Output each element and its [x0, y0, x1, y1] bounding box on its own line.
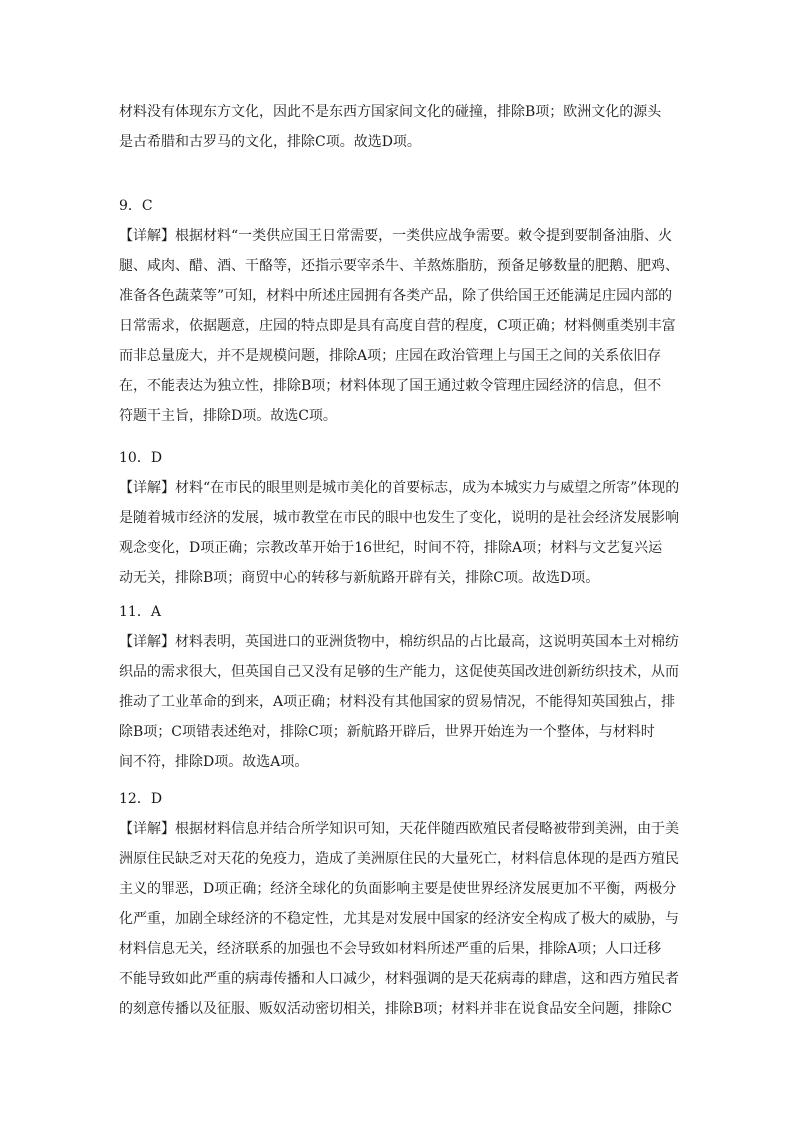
- text-line: 【详解】根据材料“一类供应国王日常需要，一类供应战争需要。敕令提到要制备油脂、火: [119, 228, 673, 244]
- text-line: 而非总量庞大，并不是规模问题，排除A项；庄园在政治管理上与国王之间的关系依旧存: [119, 348, 662, 364]
- text-line: 日常需求，依据题意，庄园的特点即是具有高度自营的程度，C项正确；材料侧重类别丰富: [119, 318, 676, 334]
- answer-number: 12．D: [119, 791, 163, 807]
- text-line: 材料信息无关，经济联系的加强也不会导致如材料所述严重的后果，排除A项；人口迁移: [119, 941, 662, 957]
- text-line: 动无关，排除B项；商贸中心的转移与新航路开辟有关，排除C项。故选D项。: [119, 570, 600, 586]
- answer-number: 10．D: [119, 450, 163, 466]
- text-line: 除B项；C项错表述绝对，排除C项；新航路开辟后，世界开始连为一个整体，与材料时: [119, 724, 655, 740]
- intro-paragraph: [119, 97, 679, 157]
- answer-block-q12: [119, 784, 679, 1024]
- text-line: 主义的罪恶，D项正确；经济全球化的负面影响主要是使世界经济发展更加不平衡，两极分: [119, 881, 677, 897]
- text-line: 是随着城市经济的发展，城市教堂在市民的眼中也发生了变化，说明的是社会经济发展影响: [119, 510, 679, 526]
- text-line: 腿、咸肉、醋、酒、干酪等，还指示要宰杀牛、羊熬炼脂肪，预备足够数量的肥鹅、肥鸡、: [119, 258, 679, 274]
- text-line: 材料没有体现东方文化，因此不是东西方国家间文化的碰撞，排除B项；欧洲文化的源头: [119, 104, 662, 120]
- text-line: 间不符，排除D项。故选A项。: [119, 754, 309, 770]
- text-line: 准备各色蔬菜等”可知，材料中所述庄园拥有各类产品，除了供给国王还能满足庄园内部的: [119, 288, 673, 304]
- text-line: 织品的需求很大，但英国自己又没有足够的生产能力，这促使英国改进创新纺织技术，从而: [119, 664, 679, 680]
- answer-block-q11: [119, 597, 679, 777]
- answer-number: 9．C: [119, 198, 153, 214]
- text-line: 【详解】材料“在市民的眼里则是城市美化的首要标志，成为本城实力与威望之所寄”体现的: [119, 480, 679, 496]
- text-line: 是古希腊和古罗马的文化，排除C项。故选D项。: [119, 134, 421, 150]
- text-line: 【详解】根据材料信息并结合所学知识可知，天花伴随西欧殖民者侵略被带到美洲，由于美: [119, 821, 679, 837]
- text-line: 观念变化，D项正确；宗教改革开始于16世纪，时间不符，排除A项；材料与文艺复兴运: [119, 540, 663, 556]
- answer-number: 11．A: [119, 604, 161, 620]
- text-line: 符题干主旨，排除D项。故选C项。: [119, 408, 337, 424]
- text-line: 【详解】材料表明，英国进口的亚洲货物中，棉纺织品的占比最高，这说明英国本土对棉纺: [119, 634, 679, 650]
- text-line: 在，不能表达为独立性，排除B项；材料体现了国王通过敕令管理庄园经济的信息，但不: [119, 378, 662, 394]
- text-line: 的刻意传播以及征服、贩奴活动密切相关，排除B项；材料并非在说食品安全问题，排除C: [119, 1001, 672, 1017]
- answer-block-q10: [119, 443, 679, 593]
- text-line: 化严重，加剧全球经济的不稳定性，尤其是对发展中国家的经济安全构成了极大的威胁，与: [119, 911, 679, 927]
- text-line: 洲原住民缺乏对天花的免疫力，造成了美洲原住民的大量死亡，材料信息体现的是西方殖民: [119, 851, 679, 867]
- text-line: 不能导致如此严重的病毒传播和人口减少，材料强调的是天花病毒的肆虐，这和西方殖民者: [119, 971, 679, 987]
- answer-block-q9: [119, 191, 679, 431]
- text-line: 推动了工业革命的到来，A项正确；材料没有其他国家的贸易情况，不能得知英国独占，排: [119, 694, 676, 710]
